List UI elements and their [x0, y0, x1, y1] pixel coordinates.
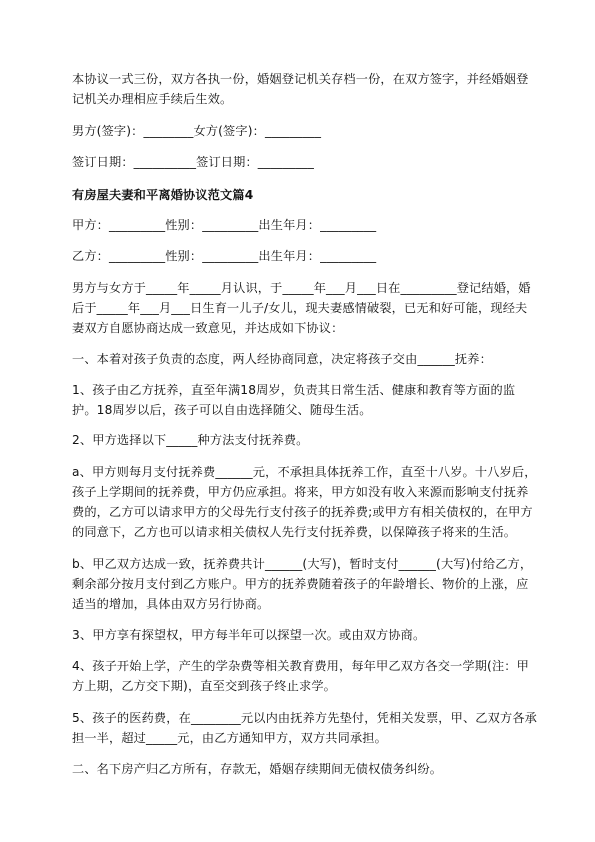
clause-paragraph-line: b、甲乙双方达成一致，抚养费共计______(大写)，暂时支付______(大写)付给乙方，: [72, 557, 533, 571]
section-heading: 有房屋夫妻和平离婚协议范文篇4: [72, 188, 254, 202]
clause-paragraph-line: 方上期，乙方交下期)，直至交到孩子终止求学。: [72, 679, 336, 693]
clause-paragraph-line: 本协议一式三份，双方各执一份，婚姻登记机关存档一份，在双方签字，并经婚姻登: [72, 72, 529, 86]
clause-heading: 一、本着对孩子负责的态度，两人经协商同意，决定将孩子交由______抚养：: [72, 352, 492, 366]
clause-paragraph-line: 适当的增加，具体由双方另行协商。: [72, 597, 270, 611]
clause-paragraph-line: 护。18周岁以后，孩子可以自由选择随父、随母生活。: [72, 403, 372, 417]
clause-paragraph-line: 5、孩子的医药费，在________元以内由抚养方先垫付，凭相关发票，甲、乙双方各承: [72, 711, 537, 725]
clause-paragraph-line: 1、孩子由乙方抚养，直至年满18周岁，负责其日常生活、健康和教育等方面的监: [72, 383, 516, 397]
party-b-info-line: 乙方：_________性别：_________出生年月：_________: [72, 249, 377, 263]
clause-paragraph-line: a、甲方则每月支付抚养费______元，不承担具体抚养工作，直至十八岁。十八岁后，: [72, 465, 537, 479]
signing-date-line: 签订日期：__________签订日期：_________: [72, 155, 315, 169]
clause-paragraph-line: 4、孩子开始上学，产生的学杂费等相关教育费用，每年甲乙双方各交一学期(注：甲: [72, 659, 529, 673]
clause-paragraph-line: 的同意下，乙方也可以请求相关债权人先行支付抚养费，以保障孩子将来的生活。: [72, 525, 517, 539]
intro-paragraph-line: 妻双方自愿协商达成一致意见，并达成如下协议：: [72, 321, 344, 335]
clause-paragraph-line: 2、甲方选择以下_____种方法支付抚养费。: [72, 433, 309, 447]
clause-paragraph-line: 剩余部分按月支付到乙方账户。甲方的抚养费随着孩子的年龄增长、物价的上涨，应: [72, 577, 529, 591]
clause-paragraph-line: 担一半，超过_____元，由乙方通知甲方，双方共同承担。: [72, 731, 387, 745]
clause-paragraph-line: 3、甲方享有探望权，甲方每半年可以探望一次。或由双方协商。: [72, 628, 426, 642]
clause-paragraph-line: 费的，乙方可以请求甲方的父母先行支付孩子的抚养费;或甲方有相关债权的，在甲方: [72, 505, 533, 519]
party-a-info-line: 甲方：_________性别：_________出生年月：_________: [72, 218, 377, 232]
clause-paragraph-line: 孩子上学期间的抚养费，甲方仍应承担。将来，甲方如没有收入来源而影响支付抚养: [72, 485, 529, 499]
intro-paragraph-line: 后于_____年___月___日生育一儿子/女儿，现夫妻感情破裂，已无和好可能，现经夫: [72, 301, 528, 315]
signature-line: 男方(签字)：________女方(签字)：_________: [72, 124, 322, 138]
intro-paragraph-line: 男方与女方于_____年_____月认识，于_____年___月___日在_________登记结婚，婚: [72, 281, 531, 295]
clause-paragraph-line: 记机关办理相应手续后生效。: [72, 92, 233, 106]
clause-heading: 二、名下房产归乙方所有，存款无，婚姻存续期间无债权债务纠纷。: [72, 762, 443, 776]
